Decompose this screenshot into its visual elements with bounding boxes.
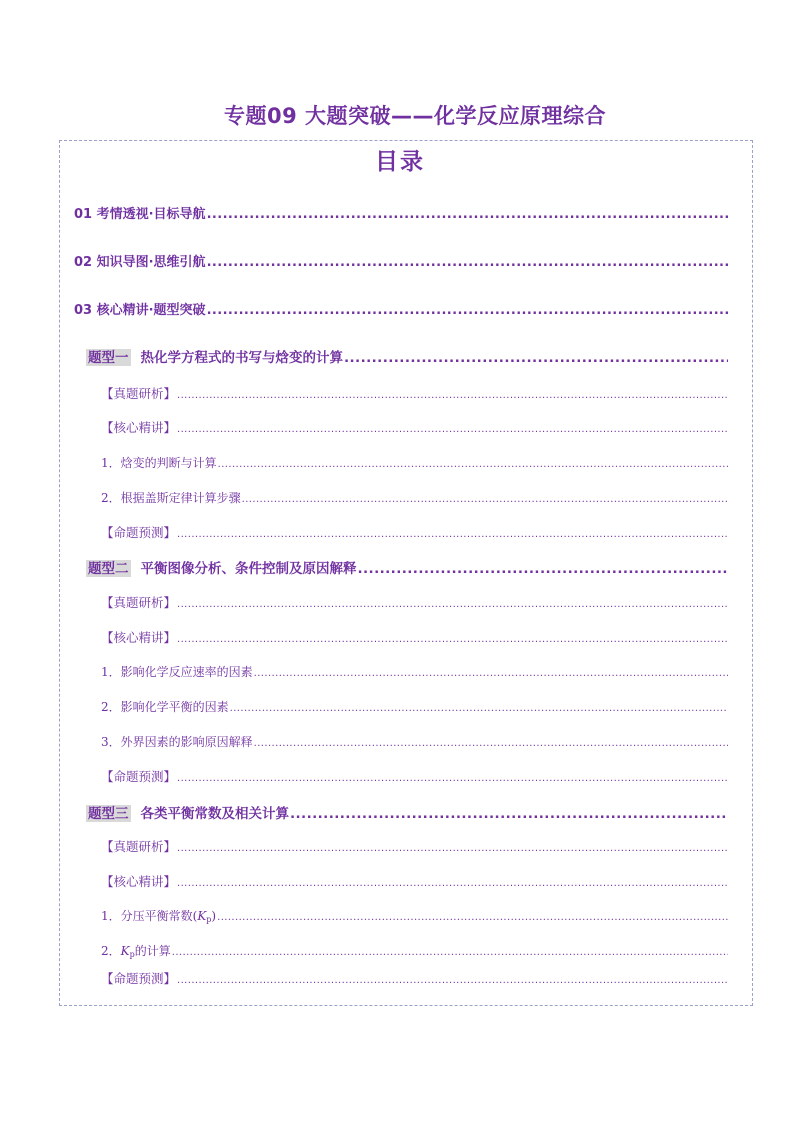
type-tag: 题型三 xyxy=(88,806,129,822)
dot-leader xyxy=(177,839,728,854)
toc-section-label: 02 知识导图·思维引航 xyxy=(74,255,206,270)
document-title: 专题09 大题突破——化学反应原理综合 xyxy=(223,104,607,128)
dot-leader xyxy=(177,386,728,401)
toc-type-2[interactable] xyxy=(86,557,728,577)
dot-leader xyxy=(218,456,728,470)
type-title: 各类平衡常数及相关计算 xyxy=(140,806,289,822)
toc-section-02[interactable] xyxy=(74,251,728,270)
toc-item[interactable]: 【命题预测】 ..... xyxy=(101,523,728,541)
type-title: 平衡图像分析、条件控制及原因解释 xyxy=(140,561,357,577)
dot-leader xyxy=(207,255,728,270)
dot-leader xyxy=(177,630,728,645)
toc-item[interactable]: 1．影响化学反应速率的因素 ..... xyxy=(101,663,728,680)
toc-item[interactable]: 3．外界因素的影响原因解释 ..... xyxy=(101,733,728,750)
toc-section-01[interactable] xyxy=(74,203,728,222)
dot-leader xyxy=(177,971,728,986)
toc-type-3[interactable] xyxy=(86,802,728,822)
toc-heading: 目录 xyxy=(375,149,425,175)
toc-section-label: 03 核心精讲·题型突破 xyxy=(74,303,206,318)
dot-leader xyxy=(177,595,728,610)
toc-section-03[interactable] xyxy=(74,299,728,318)
toc-item[interactable]: 2．根据盖斯定律计算步骤 ..... xyxy=(101,489,728,506)
dot-leader xyxy=(177,525,728,540)
dot-leader xyxy=(254,665,728,679)
type-title: 热化学方程式的书写与焓变的计算 xyxy=(140,350,343,366)
dot-leader xyxy=(242,491,728,505)
dot-leader xyxy=(217,909,728,923)
toc-item[interactable]: 【命题预测】 ..... xyxy=(101,969,728,987)
dot-leader xyxy=(177,769,728,784)
toc-item[interactable]: 2．$K_p$的计算 ..... xyxy=(101,942,728,959)
dot-leader xyxy=(207,303,728,318)
dot-leader xyxy=(358,561,729,577)
toc-item[interactable]: 1．分压平衡常数$(K_p)$ ..... xyxy=(101,907,728,924)
toc-type-1[interactable] xyxy=(86,346,728,366)
toc-item[interactable]: 2．影响化学平衡的因素 ..... xyxy=(101,698,728,715)
dot-leader xyxy=(177,420,728,435)
dot-leader xyxy=(207,207,728,222)
dot-leader xyxy=(290,806,728,822)
toc-item[interactable]: 【核心精讲】 ..... xyxy=(101,872,728,890)
dot-leader xyxy=(172,944,728,958)
toc-item[interactable]: 【命题预测】 ..... xyxy=(101,767,728,785)
dot-leader xyxy=(344,350,728,366)
toc-item[interactable]: 【真题研析】 ..... xyxy=(101,837,728,855)
dot-leader xyxy=(230,700,728,714)
type-tag: 题型一 xyxy=(88,350,129,366)
toc-item[interactable]: 【真题研析】 ..... xyxy=(101,384,728,402)
toc-item[interactable]: 【核心精讲】 ..... xyxy=(101,418,728,436)
toc-section-label: 01 考情透视·目标导航 xyxy=(74,207,206,222)
dot-leader xyxy=(177,874,728,889)
type-tag: 题型二 xyxy=(88,561,129,577)
toc-item[interactable]: 【核心精讲】 ..... xyxy=(101,628,728,646)
dot-leader xyxy=(254,735,728,749)
toc-item[interactable]: 1．焓变的判断与计算 ..... xyxy=(101,454,728,471)
toc-item[interactable]: 【真题研析】 ..... xyxy=(101,593,728,611)
